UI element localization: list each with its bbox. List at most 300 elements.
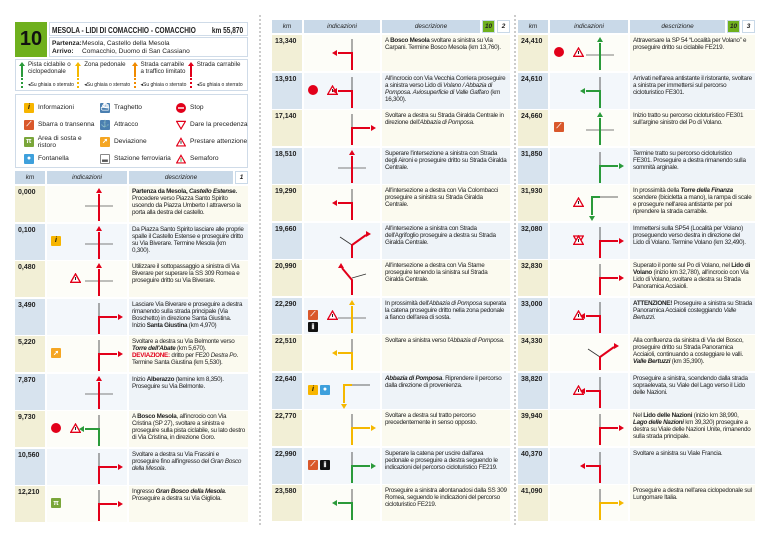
legend-icon-label: Stop <box>190 104 204 111</box>
legend-icon-item <box>100 99 176 116</box>
direction-diagram <box>578 35 628 71</box>
description-segment: Destra Po <box>210 352 237 359</box>
page-number: 3 <box>742 20 755 33</box>
table-row <box>518 448 755 484</box>
description <box>129 186 248 222</box>
direction-diagram <box>578 298 628 334</box>
header-indicazioni: indicazioni <box>47 171 127 184</box>
description-segment: All'intersezione a destra con Via Colombacci proseguire a sinistra su Strada Giralda Centrale. <box>385 187 498 208</box>
description <box>630 73 755 109</box>
km-value: 19,660 <box>272 223 302 259</box>
direction-diagram <box>330 485 380 521</box>
legend-route-type <box>132 62 188 88</box>
warning-icon <box>320 310 330 320</box>
legend-icon-label: Informazioni <box>38 104 74 111</box>
km-value: 22,990 <box>272 448 302 484</box>
itinerary-rows <box>518 35 755 521</box>
table-row <box>272 373 510 409</box>
indicazioni-cell <box>47 224 127 260</box>
legend-icon-item <box>24 133 100 150</box>
indicazioni-cell <box>550 73 628 109</box>
description <box>630 448 755 484</box>
legend-icon-label: Fontanella <box>38 155 69 162</box>
route-number-tab: 10 <box>727 20 740 33</box>
indicazioni-cell <box>550 148 628 184</box>
fountain-icon: ● <box>24 154 34 164</box>
description <box>630 298 755 334</box>
table-row <box>518 148 755 184</box>
table-row <box>518 373 755 409</box>
header-indicazioni: indicazioni <box>550 20 628 33</box>
description <box>382 448 510 484</box>
description-segment: Lido di Volano <box>633 262 751 276</box>
indicazioni-cell <box>550 185 628 221</box>
description-segment: Bosco Mesola <box>137 413 177 420</box>
header-km: km <box>518 20 548 33</box>
description <box>382 335 510 371</box>
table-row <box>15 261 248 297</box>
description <box>630 223 755 259</box>
description-segment: Valle Bertuzzi <box>633 358 671 365</box>
description-segment: Gran Bosco della Mesola <box>155 488 225 495</box>
km-value: 34,330 <box>518 335 548 371</box>
route-number: 10 <box>15 22 47 57</box>
description-segment: . <box>235 188 237 195</box>
description-segment: Abbazia di Pomposa <box>449 337 503 344</box>
description-segment: Alla confluenza da sinistra di Via del Bosco, proseguire dritto su Strada Panoramica Acciaioli, continuando a costeggiare le valli. <box>633 337 744 358</box>
legend-route-type <box>188 62 244 88</box>
description-segment: . <box>502 337 505 344</box>
table-row <box>518 298 755 334</box>
description-segment: All'incrocio con Via Vecchia Corriera proseguire a sinistra verso Lido di <box>385 74 506 89</box>
km-value: 3,490 <box>15 299 45 335</box>
km-value: 22,290 <box>272 298 302 334</box>
km-value: 0,100 <box>15 224 45 260</box>
legend-route-label: Pista ciclabile o ciclopedonale <box>28 61 71 75</box>
description-segment: (inizio km 32,780), all'incrocio con Via Lido di Volano, svoltare a destra su Strada Panoramica Acciaioli. <box>633 269 749 290</box>
indicazioni-cell <box>550 35 628 71</box>
description-segment: Proseguire a sinistra, scendendo dalla strada sopraelevata, su Viale del Lago verso il Lido delle Nazioni. <box>633 374 748 396</box>
direction-diagram <box>330 185 380 221</box>
description <box>129 411 248 447</box>
description <box>630 185 755 221</box>
km-value: 24,660 <box>518 110 548 146</box>
indicazioni-cell <box>47 374 127 410</box>
legend-route-type <box>75 62 131 88</box>
header-km: km <box>15 171 45 184</box>
description <box>630 148 755 184</box>
header-indicazioni: indicazioni <box>304 20 380 33</box>
legend-route-text <box>141 62 188 88</box>
direction-diagram <box>330 410 380 446</box>
indicazioni-cell <box>550 335 628 371</box>
description-segment: Svoltare a destra su Via Frassini e proseguire fino all'ingresso del <box>132 450 220 465</box>
km-value: 32,080 <box>518 223 548 259</box>
direction-diagram <box>578 448 628 484</box>
indicazioni-cell <box>304 260 380 296</box>
stop-icon <box>51 423 61 433</box>
direction-diagram <box>77 224 127 260</box>
description <box>630 335 755 371</box>
legend-icon-label: Dare la precedenza <box>190 121 248 128</box>
legend-icon-label: Prestare attenzione <box>190 138 248 145</box>
indicazioni-cell <box>304 298 380 334</box>
description-segment: scendere (bicicletta a mano), la rampa di scale e prosegure nell'area antistante per poi riprendere la strada carrabile. <box>633 194 752 215</box>
description <box>382 410 510 446</box>
description-segment: Lasciare Via Biverare e proseguire a destra rimanendo sulla strada principale (Via Boschetto) in direzione Santa Giustina. Inizio <box>132 300 243 329</box>
ferry-icon: ⛴ <box>100 104 110 111</box>
indicazioni-cell <box>550 110 628 146</box>
direction-diagram <box>578 223 628 259</box>
warning-icon <box>554 385 564 395</box>
description-segment: Proseguire a sinistra allontanadosi dalla SS 309 Romea, seguendo le indicazioni del percorso cicloturistico FE219. <box>385 487 507 508</box>
km-value: 31,850 <box>518 148 548 184</box>
direction-diagram <box>578 185 628 221</box>
header-km: km <box>272 20 302 33</box>
description <box>630 410 755 446</box>
end-label: Arrivo: <box>52 48 74 55</box>
yield-icon <box>176 120 186 130</box>
legend-icon-label: Traghetto <box>114 104 142 111</box>
direction-diagram <box>330 73 380 109</box>
info-icon: i <box>308 385 318 395</box>
direction-diagram <box>330 373 380 409</box>
table-row <box>272 448 510 484</box>
legend-icon-label: Sbarra o transenna <box>38 121 95 128</box>
indicazioni-cell <box>47 486 127 522</box>
warning-icon <box>566 235 576 245</box>
description-segment: . Termine Santa Giustina (km 5,530). <box>132 352 238 366</box>
stop-icon <box>176 103 186 113</box>
description-segment: A <box>385 37 391 44</box>
description <box>129 224 248 260</box>
description-segment: (km 35,390). <box>670 358 705 365</box>
table-row <box>272 148 510 184</box>
description-segment: Abbazia di Pomposa <box>419 119 473 126</box>
direction-diagram <box>578 373 628 409</box>
description <box>382 35 510 71</box>
legend-route-text <box>84 62 130 88</box>
description <box>382 185 510 221</box>
direction-diagram <box>578 410 628 446</box>
description-segment: Da Piazza Santo Spirito lasciare alle proprie spalle il Castello Estense e proseguire dritto su Via Biverare. Termine Mesola (km 0,300). <box>132 225 244 254</box>
rest-icon: π <box>24 137 34 147</box>
info-icon: i <box>51 236 61 246</box>
km-value: 9,730 <box>15 411 45 447</box>
deviation-icon: ➚ <box>100 137 110 147</box>
km-value: 38,820 <box>518 373 548 409</box>
description-segment: ATTENZIONE! <box>633 299 673 307</box>
description-segment: Volano / Abbazia di Pomposa. Aviosuperficie di Valle Gaffaro <box>385 81 493 96</box>
table-row <box>272 410 510 446</box>
description <box>382 148 510 184</box>
description-segment: Superare la catena per uscire dall'area pedonale e proseguire a destra seguendo le indicazioni del percorso cicloturistico FE219. <box>385 449 498 471</box>
indicazioni-cell <box>304 185 380 221</box>
description-segment: svoltare a sinistra su Via Carpani. Termine Bosco Mesola (km 13,760). <box>385 37 501 51</box>
description-segment: . <box>653 313 656 321</box>
stop-icon <box>308 85 318 95</box>
stop-icon <box>554 47 564 57</box>
table-row <box>15 411 248 447</box>
page-number: 2 <box>497 20 510 33</box>
traffic-light-icon <box>176 154 186 164</box>
table-row <box>15 449 248 485</box>
km-value: 0,480 <box>15 261 45 297</box>
direction-diagram <box>578 260 628 296</box>
description-segment: Svoltare a destra sul tratto percorso precedentemente in senso opposto. <box>385 412 477 426</box>
description-segment: . Riprendere il percorso dalla direzione di provenienza. <box>385 374 502 389</box>
direction-diagram <box>330 260 380 296</box>
indicazioni-cell <box>550 260 628 296</box>
start-label: Partenza: <box>52 40 82 47</box>
table-header <box>15 171 248 184</box>
description <box>129 374 248 410</box>
direction-diagram <box>330 35 380 71</box>
direction-diagram <box>330 110 380 146</box>
route-number-tab: 10 <box>482 20 495 33</box>
route-arrow-icon <box>188 62 194 88</box>
description-segment: All'intersezione a destra con Via Stame proseguire tenendo la sinistra sul Strada Giralda Centrale. <box>385 262 488 283</box>
indicazioni-cell <box>550 485 628 521</box>
table-row <box>272 223 510 259</box>
warning-icon <box>554 310 564 320</box>
description <box>129 486 248 522</box>
indicazioni-cell <box>550 373 628 409</box>
indicazioni-cell <box>304 223 380 259</box>
km-value: 41,090 <box>518 485 548 521</box>
legend-icon-item <box>100 150 176 167</box>
table-row <box>15 224 248 260</box>
description-segment: Abbazia di Pomposa <box>428 299 482 307</box>
warning-icon <box>176 137 186 147</box>
route-endpoints <box>49 37 248 57</box>
itinerary-table-2 <box>272 20 510 521</box>
km-value: 24,610 <box>518 73 548 109</box>
description-segment: . Proseguire a destra su Via Gigliola. <box>132 488 227 502</box>
description-segment: All'intersezione a sinistra con Strada dell'Agrifoglio proseguire a destra su Strada Giralda Centrale. <box>385 224 496 246</box>
legend-icon-label: Area di sosta e ristoro <box>37 134 82 149</box>
description-segment: Attraversare la SP 54 “Località per Volano” e proseguire dritto su ciclabile FE219. <box>633 37 747 51</box>
table-row <box>15 186 248 222</box>
route-distance: km 55,870 <box>211 25 244 35</box>
legend-route-sub: ◂Su ghiaia o sterrato <box>196 82 243 88</box>
description-segment: DEVIAZIONE: <box>132 352 170 359</box>
indicazioni-cell <box>304 448 380 484</box>
legend-icon-item <box>176 99 252 116</box>
description-segment: Partenza da Mesola, <box>132 188 189 195</box>
table-row <box>518 223 755 259</box>
legend-icon-label: Stazione ferroviaria <box>114 155 171 162</box>
fountain-icon: ● <box>320 385 330 395</box>
table-row <box>15 374 248 410</box>
itinerary-table-1 <box>15 171 248 522</box>
km-value: 10,560 <box>15 449 45 485</box>
description-segment: A <box>132 413 138 420</box>
description-segment: Svoltare a sinistra su Viale Francia. <box>633 449 723 457</box>
description-segment: Proseguire a destra nell'area ciclopedonale sul Lungomare Italia. <box>633 487 752 501</box>
km-value: 32,830 <box>518 260 548 296</box>
km-value: 20,990 <box>272 260 302 296</box>
description-segment: Immettersi sulla SP54 (Località per Volano) proseguendo verso destra in direzione del Lido di Volano. Termine Volano (km 32,490). <box>633 224 746 246</box>
barrier-icon: ⟋ <box>308 460 318 470</box>
legend-icon-item <box>100 116 176 133</box>
km-value: 40,370 <box>518 448 548 484</box>
legend-icon-item <box>176 116 252 133</box>
description-segment: Proseguire a sinistra su Strada Panoramica Acciaioli costeggiando <box>633 299 752 314</box>
column-divider <box>259 15 261 525</box>
warning-icon <box>63 423 73 433</box>
description-segment: . <box>472 119 475 126</box>
legend-route-type <box>19 62 75 88</box>
description-segment: Torre della Finanza <box>680 187 733 194</box>
direction-diagram <box>77 486 127 522</box>
column-divider <box>514 15 516 525</box>
description-segment: Valle Bertuzzi <box>633 306 737 321</box>
deviation-icon: ➚ <box>51 348 61 358</box>
description <box>382 110 510 146</box>
rest-icon: π <box>51 498 61 508</box>
itinerary-rows <box>15 186 248 522</box>
indicazioni-cell <box>47 186 127 222</box>
table-row <box>518 410 755 446</box>
description-segment: Utilizzare il sottopassaggio a sinistra di Via Biverare per superare la SS 309 Romea e proseguire dritto su Via Biverare. <box>132 263 240 284</box>
km-value: 13,910 <box>272 73 302 109</box>
description-segment: Svoltare a destra su Strada Giralda Centrale in direzione dell' <box>385 112 504 126</box>
route-title-line <box>52 25 243 35</box>
description-segment: (km 4,970) <box>187 321 217 329</box>
description <box>630 110 755 146</box>
description-segment: Superare l'intersezione a sinistra con Strada degli Aironi e proseguire dritto su Strada Giralda Centrale. <box>385 149 507 171</box>
indicazioni-cell <box>304 335 380 371</box>
indicazioni-cell <box>550 410 628 446</box>
description <box>630 373 755 409</box>
description-segment: km 39,320) proseguire a destra su Viale delle Nazioni Unite, rimanendo sulla strada principale. <box>633 419 751 440</box>
indicazioni-cell <box>304 148 380 184</box>
description <box>382 223 510 259</box>
table-header <box>272 20 510 33</box>
table-header <box>518 20 755 33</box>
indicazioni-cell <box>47 299 127 335</box>
direction-diagram <box>578 335 628 371</box>
km-value: 31,930 <box>518 185 548 221</box>
info-icon: i <box>24 103 34 113</box>
warning-icon <box>320 85 330 95</box>
km-value: 22,510 <box>272 335 302 371</box>
table-row <box>15 299 248 335</box>
description-segment: Termine tratto su percorso cicloturistico FE301. Proseguire a destra rimanendo sulla sommità arginale. <box>633 149 746 171</box>
description <box>382 73 510 109</box>
legend-icon-label: Deviazione <box>114 138 147 145</box>
header-descrizione: descrizione <box>129 171 233 184</box>
description <box>129 449 248 485</box>
table-row <box>518 260 755 296</box>
description-segment: Superato il ponte sul Po di Volano, nel <box>633 262 732 269</box>
indicazioni-cell <box>550 298 628 334</box>
km-value: 5,220 <box>15 336 45 372</box>
start-value: Mesola, Castello della Mesola <box>82 40 170 47</box>
direction-diagram <box>330 148 380 184</box>
indicazioni-cell <box>47 411 127 447</box>
direction-diagram <box>578 110 628 146</box>
km-value: 7,870 <box>15 374 45 410</box>
end-value: Comacchio, Duomo di San Cassiano <box>82 48 190 55</box>
direction-diagram <box>77 336 127 372</box>
station-icon: ▂ <box>100 154 110 164</box>
description <box>382 260 510 296</box>
indicazioni-cell <box>304 35 380 71</box>
table-row <box>272 185 510 221</box>
km-value: 22,640 <box>272 373 302 409</box>
barrier-icon: ⟋ <box>308 310 318 320</box>
indicazioni-cell <box>304 485 380 521</box>
description-segment: dritto per FE20 <box>169 352 211 359</box>
description-segment: (km 16,300). <box>385 88 501 103</box>
km-value: 12,210 <box>15 486 45 522</box>
legend-route-label: Strada carrabile <box>196 61 241 68</box>
table-row <box>272 73 510 109</box>
table-row <box>272 485 510 521</box>
table-row <box>272 260 510 296</box>
pedestrian-icon: ⅱ <box>308 322 318 332</box>
yield-icon <box>554 235 564 245</box>
km-value: 23,580 <box>272 485 302 521</box>
warning-icon <box>566 47 576 57</box>
legend-route-sub: ◂Su ghiaia o sterrato <box>140 82 187 88</box>
km-value: 0,000 <box>15 186 45 222</box>
legend-route-sub: ◂Su ghiaia o sterrato <box>84 82 131 88</box>
header-descrizione: descrizione <box>630 20 725 33</box>
legend-icon-item <box>100 133 176 150</box>
description-segment: Abbazia di Pomposa <box>385 374 443 382</box>
description-segment: superata la catena proseguire dritto nella zona pedonale a fianco dell'area di sosta. <box>385 299 506 321</box>
description-segment: Torre dell'Abate <box>132 345 176 352</box>
table-row <box>518 335 755 371</box>
barrier-icon: ⟋ <box>554 122 564 132</box>
description-segment: (inizio km 38,990, <box>692 412 739 419</box>
direction-diagram <box>77 374 127 410</box>
km-value: 18,510 <box>272 148 302 184</box>
description-segment: , all'incrocio con Via Cristina (SP 27), svoltare a sinistra e proseguire sulla pista ciclabile, su lato destro di Via Cristina, in direzione Goro. <box>132 413 245 441</box>
description <box>129 336 248 372</box>
km-value: 39,940 <box>518 410 548 446</box>
description-segment: Inizio tratto su percorso cicloturistico FE301 sull'argine sinistro del Po di Volano. <box>633 112 744 126</box>
page-number: 1 <box>235 171 248 184</box>
km-value: 13,340 <box>272 35 302 71</box>
table-row <box>518 73 755 109</box>
indicazioni-cell <box>47 449 127 485</box>
table-row <box>518 185 755 221</box>
description-segment: Alberazzo <box>146 375 175 383</box>
legend-route-text <box>28 62 75 88</box>
indicazioni-cell <box>304 110 380 146</box>
km-value: 24,410 <box>518 35 548 71</box>
table-row <box>518 110 755 146</box>
description-segment: Ingresso <box>132 488 156 495</box>
direction-diagram <box>330 298 380 334</box>
direction-diagram <box>578 73 628 109</box>
description-segment: Inizio <box>132 375 147 383</box>
description-segment: (temine km 8,350). Proseguire su Via Belmonte. <box>132 375 224 390</box>
direction-diagram <box>578 148 628 184</box>
dock-icon: ⚓ <box>100 121 110 128</box>
description-segment: Santa Giustina <box>146 321 188 329</box>
km-value: 22,770 <box>272 410 302 446</box>
warning-icon <box>63 273 73 283</box>
description <box>630 485 755 521</box>
description-segment: Lido delle Nazioni <box>643 412 693 419</box>
description-segment: Bosco Mesola <box>390 37 430 44</box>
legend-icon-item <box>176 133 252 150</box>
